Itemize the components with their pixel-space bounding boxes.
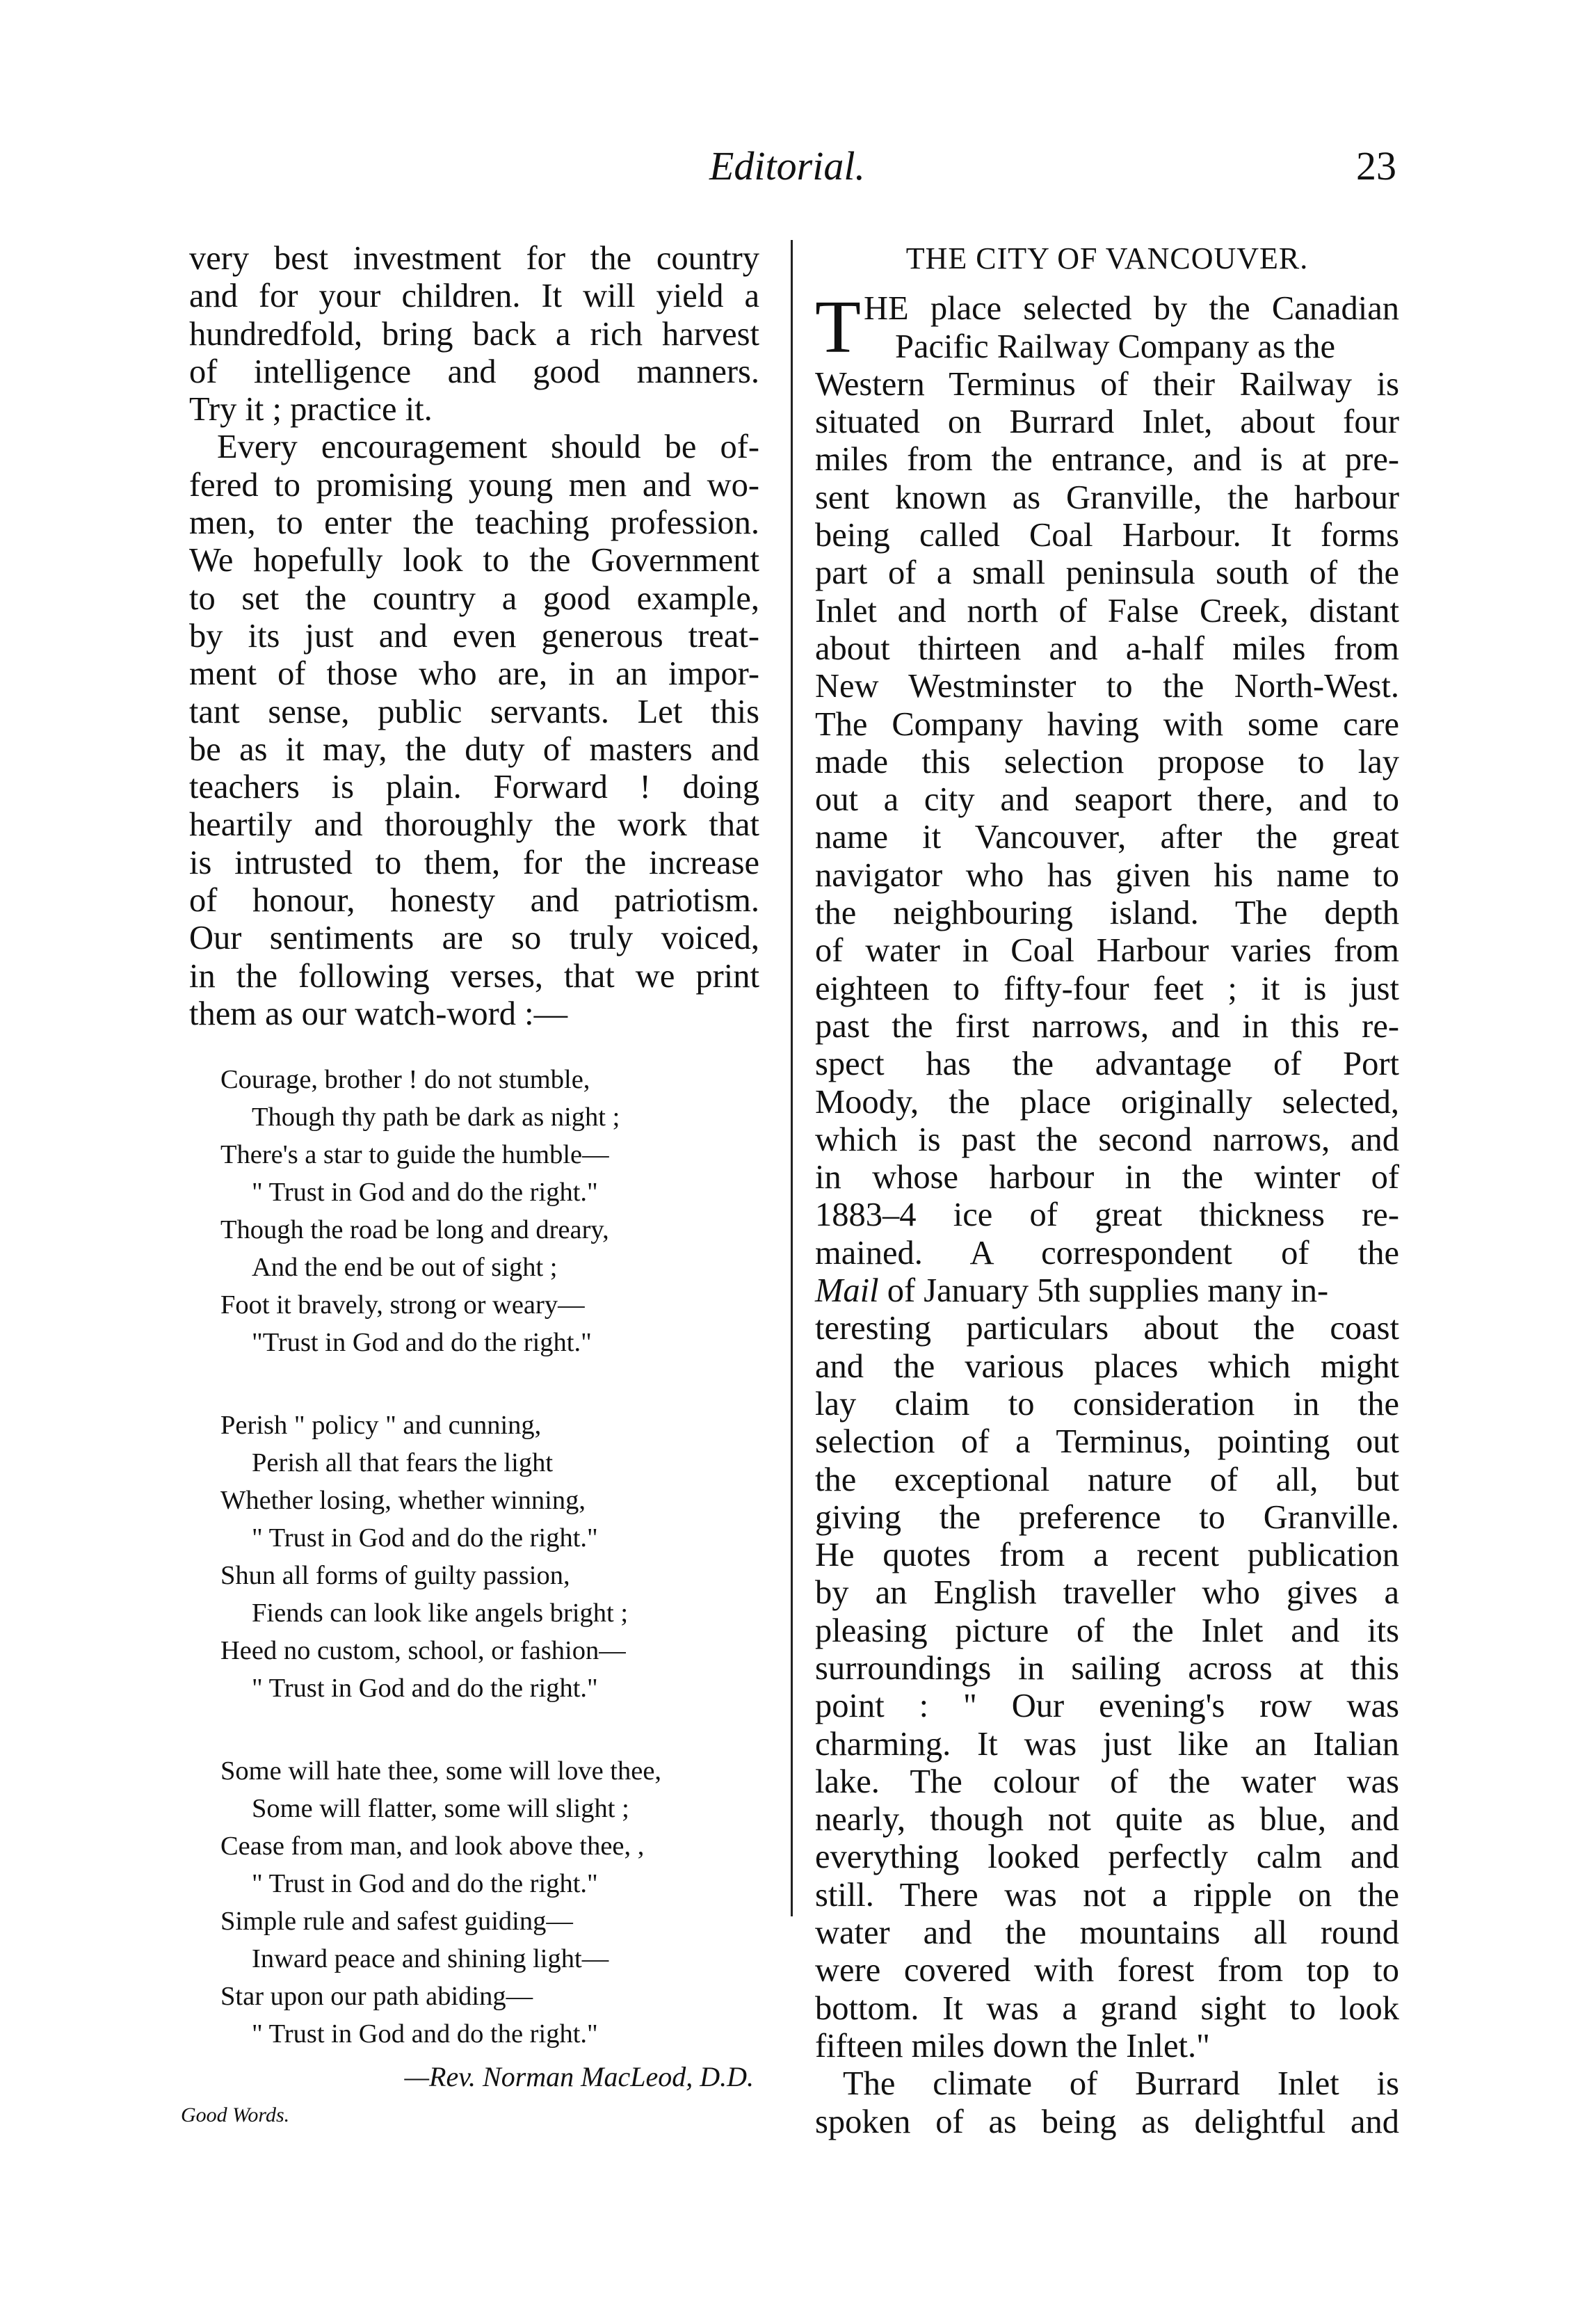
prose-line: to set the country a good example, <box>189 579 759 617</box>
poem-line: Star upon our path abiding— <box>220 1982 533 2012</box>
article-line: bottom. It was a grand sight to look <box>815 1989 1399 2027</box>
article-line: were covered with forest from top to <box>815 1952 1399 1989</box>
prose-line: Every encouragement should be of- <box>217 428 759 466</box>
article-line: giving the preference to Granville. <box>815 1498 1399 1536</box>
article-line: He quotes from a recent publication <box>815 1537 1399 1574</box>
article-line: about thirteen and a-half miles from <box>815 630 1399 667</box>
article-line: water and the mountains all round <box>815 1914 1399 1952</box>
article-line: mained. A correspondent of the <box>815 1234 1399 1272</box>
article-line: lay claim to consideration in the <box>815 1385 1399 1423</box>
article-line: teresting particulars about the coast <box>815 1310 1399 1347</box>
article-line: name it Vancouver, after the great <box>815 819 1399 856</box>
article-line: eighteen to fifty-four feet ; it is just <box>815 970 1399 1007</box>
poem-line: " Trust in God and do the right." <box>252 1523 598 1553</box>
running-title: Editorial. <box>709 143 865 189</box>
column-divider <box>791 240 793 1916</box>
poem-line: Though the road be long and dreary, <box>220 1215 609 1245</box>
prose-line: heartily and thoroughly the work that <box>189 806 759 844</box>
prose-line: hundredfold, bring back a rich harvest <box>189 315 759 353</box>
poem-line: " Trust in God and do the right." <box>252 2019 598 2049</box>
poem-line: " Trust in God and do the right." <box>252 1674 598 1704</box>
article-line: which is past the second narrows, and <box>815 1121 1399 1158</box>
article-line: lake. The colour of the water was <box>815 1763 1399 1800</box>
prose-line: men, to enter the teaching profession. <box>189 504 759 542</box>
article-line: New Westminster to the North-West. <box>815 668 1399 705</box>
poem <box>220 1061 759 2053</box>
article-line: still. There was not a ripple on the <box>815 1876 1399 1914</box>
editorial-prose <box>189 240 759 1033</box>
prose-line: We hopefully look to the Government <box>189 542 759 579</box>
article-line: of water in Coal Harbour varies from <box>815 932 1399 970</box>
article-line: The climate of Burrard Inlet is <box>843 2065 1399 2103</box>
article-line: and the various places which might <box>815 1347 1399 1385</box>
page-number: 23 <box>1356 143 1396 189</box>
poem-line: Courage, brother ! do not stumble, <box>220 1065 590 1095</box>
poem-line: Some will hate thee, some will love thee, <box>220 1756 662 1786</box>
poem-line: Simple rule and safest guiding— <box>220 1907 573 1937</box>
article-line: by an English traveller who gives a <box>815 1574 1399 1612</box>
right-column <box>815 240 1399 2141</box>
prose-line: fered to promising young men and wo- <box>189 466 759 504</box>
prose-line: Try it ; practice it. <box>189 391 433 428</box>
prose-line: Our sentiments are so truly voiced, <box>189 920 759 957</box>
article-line: made this selection propose to lay <box>815 743 1399 780</box>
article-line: surroundings in sailing across at this <box>815 1649 1399 1687</box>
article-line: point : " Our evening's row was <box>815 1688 1399 1725</box>
article-line: sent known as Granville, the harbour <box>815 479 1399 516</box>
poem-line: Shun all forms of guilty passion, <box>220 1561 570 1591</box>
drop-cap: T <box>815 286 861 369</box>
article-line: Pacific Railway Company as the <box>895 328 1336 365</box>
poem-attribution: —Rev. Norman MacLeod, D.D. <box>404 2061 754 2093</box>
article-line: selection of a Terminus, pointing out <box>815 1423 1399 1461</box>
poem-line: " Trust in God and do the right." <box>252 1178 598 1208</box>
article-line: spect has the advantage of Port <box>815 1045 1399 1083</box>
poem-line: Whether losing, whether winning, <box>220 1486 586 1516</box>
article-line: everything looked perfectly calm and <box>815 1838 1399 1876</box>
poem-line: " Trust in God and do the right." <box>252 1869 598 1899</box>
prose-line: of honour, honesty and patriotism. <box>189 882 759 920</box>
poem-line: Some will flatter, some will slight ; <box>252 1794 629 1824</box>
article-line: Moody, the place originally selected, <box>815 1083 1399 1121</box>
poem-line: "Trust in God and do the right." <box>252 1328 592 1358</box>
article-line: situated on Burrard Inlet, about four <box>815 403 1399 441</box>
poem-source: Good Words. <box>181 2103 290 2126</box>
article-paragraph <box>815 286 1399 2065</box>
article-line: HE place selected by the Canadian <box>864 290 1399 328</box>
poem-line: Perish all that fears the light <box>252 1448 554 1478</box>
article-line: charming. It was just like an Italian <box>815 1725 1399 1763</box>
prose-line: them as our watch-word :— <box>189 995 568 1032</box>
prose-line: be as it may, the duty of masters and <box>189 730 759 768</box>
poem-stanza <box>220 1061 759 1361</box>
prose-line: ment of those who are, in an impor- <box>189 655 759 693</box>
article-line: navigator who has given his name to <box>815 856 1399 894</box>
poem-line: Heed no custom, school, or fashion— <box>220 1636 626 1666</box>
newspaper-title: Mail <box>815 1272 879 1310</box>
poem-stanza <box>220 1752 759 2053</box>
prose-line: in the following verses, that we print <box>189 957 759 995</box>
article-paragraph <box>815 2065 1399 2141</box>
prose-line: very best investment for the country <box>189 240 759 277</box>
article-line: pleasing picture of the Inlet and its <box>815 1612 1399 1649</box>
article-line: the neighbouring island. The depth <box>815 895 1399 932</box>
article-line: Western Terminus of their Railway is <box>815 365 1399 403</box>
article-line: The Company having with some care <box>815 705 1399 743</box>
prose-line: by its just and even generous treat- <box>189 617 759 655</box>
prose-line: tant sense, public servants. Let this <box>189 693 759 730</box>
article-line: out a city and seaport there, and to <box>815 781 1399 819</box>
article-line: being called Coal Harbour. It forms <box>815 517 1399 554</box>
article-line: fifteen miles down the Inlet." <box>815 2027 1210 2065</box>
article-line: in whose harbour in the winter of <box>815 1159 1399 1196</box>
prose-line: and for your children. It will yield a <box>189 278 759 315</box>
prose-line: of intelligence and good manners. <box>189 353 759 390</box>
poem-line: Perish " policy " and cunning, <box>220 1411 542 1441</box>
poem-line: Though thy path be dark as night ; <box>252 1103 620 1132</box>
article-line-rest: of January 5th supplies many in- <box>878 1272 1329 1310</box>
poem-line: Inward peace and shining light— <box>252 1944 609 1974</box>
article-line: spoken of as being as delightful and <box>815 2103 1399 2140</box>
poem-stanza <box>220 1407 759 1707</box>
article-line: 1883–4 ice of great thickness re- <box>815 1196 1399 1234</box>
prose-line: teachers is plain. Forward ! doing <box>189 769 759 806</box>
page-header <box>0 143 1596 198</box>
article-line: nearly, though not quite as blue, and <box>815 1801 1399 1838</box>
article-line: the exceptional nature of all, but <box>815 1461 1399 1498</box>
article-line: part of a small peninsula south of the <box>815 554 1399 592</box>
poem-line: Cease from man, and look above thee, , <box>220 1832 645 1861</box>
article-heading: THE CITY OF VANCOUVER. <box>905 241 1309 275</box>
article-line: miles from the entrance, and is at pre- <box>815 441 1399 479</box>
poem-line: There's a star to guide the humble— <box>220 1140 609 1170</box>
poem-line: And the end be out of sight ; <box>252 1253 558 1283</box>
left-column <box>181 240 759 2134</box>
poem-line: Fiends can look like angels bright ; <box>252 1598 629 1628</box>
article-line: Inlet and north of False Creek, distant <box>815 592 1399 630</box>
article-line: past the first narrows, and in this re- <box>815 1007 1399 1045</box>
article-line-mail <box>815 1272 1399 1310</box>
prose-line: is intrusted to them, for the increase <box>189 844 759 881</box>
poem-line: Foot it bravely, strong or weary— <box>220 1290 585 1320</box>
